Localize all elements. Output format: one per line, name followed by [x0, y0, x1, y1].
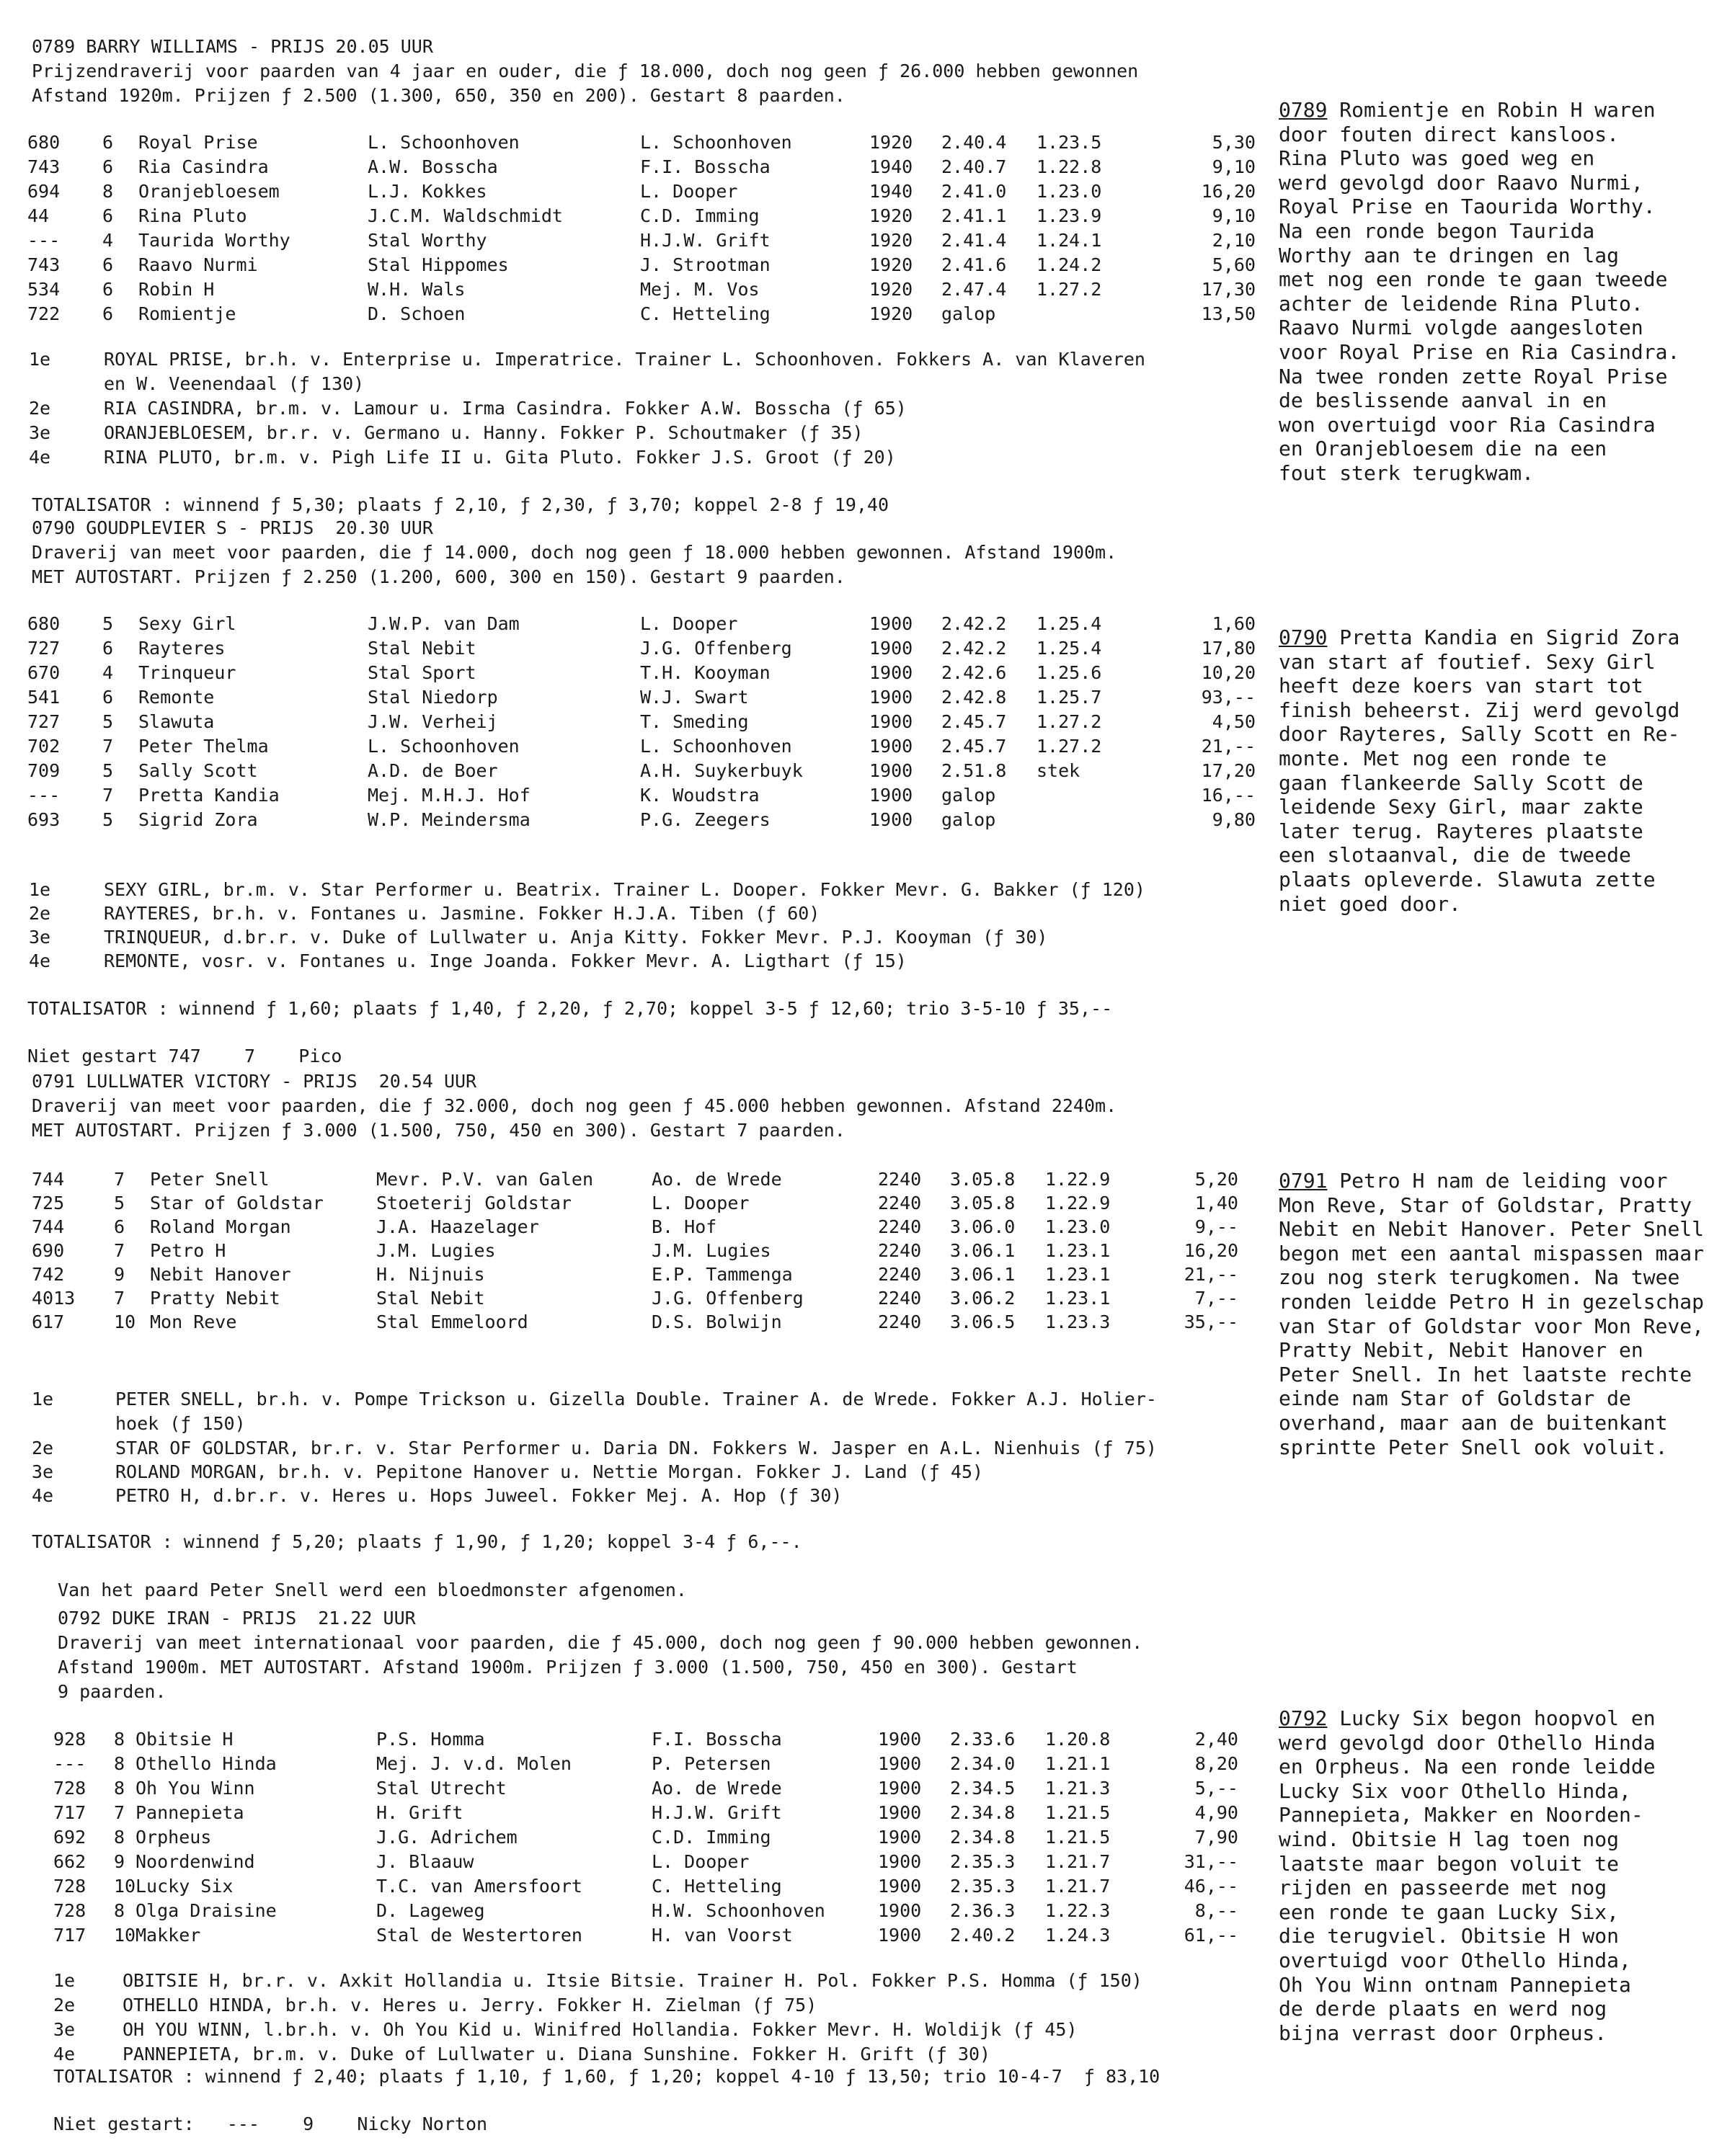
race-conditions: Draverij van meet internationaal voor paarden, die ƒ 45.000, doch nog geen ƒ 90.000 hebben gewonnen. [58, 1632, 1143, 1653]
race-title: 0790 GOUDPLEVIER S - PRIJS 20.30 UUR [32, 517, 433, 538]
placing-line: 3e OH YOU WINN, l.br.h. v. Oh You Kid u. Winifred Hollandia. Fokker Mevr. H. Woldijk (ƒ 45) [53, 2019, 1078, 2040]
race-conditions: MET AUTOSTART. Prijzen ƒ 3.000 (1.500, 750, 450 en 300). Gestart 7 paarden. [32, 1120, 845, 1141]
not-started-line: Niet gestart 747 7 Pico [27, 1046, 342, 1066]
runner-row: 680 6 Royal Prise L. Schoonhoven L. Schoonhoven 1920 2.40.4 1.23.5 5,30 [27, 132, 1256, 153]
runner-row: 728 8 Olga Draisine D. Lageweg H.W. Schoonhoven 1900 2.36.3 1.22.3 8,-- [53, 1900, 1238, 1921]
placing-line: 4e REMONTE, vosr. v. Fontanes u. Inge Joanda. Fokker Mevr. A. Ligthart (ƒ 15) [29, 950, 907, 971]
runner-row: --- 8 Othello Hinda Mej. J. v.d. Molen P. Petersen 1900 2.34.0 1.21.1 8,20 [53, 1753, 1238, 1774]
runner-row: 742 9 Nebit Hanover H. Nijnuis E.P. Tammenga 2240 3.06.1 1.23.1 21,-- [32, 1264, 1238, 1285]
race-conditions: Prijzendraverij voor paarden van 4 jaar en ouder, die ƒ 18.000, doch nog geen ƒ 26.000 hebben gewonnen [32, 61, 1139, 81]
totalisator-line: TOTALISATOR : winnend ƒ 1,60; plaats ƒ 1,40, ƒ 2,20, ƒ 2,70; koppel 3-5 ƒ 12,60; trio 3-5-10 ƒ 35,-- [27, 998, 1113, 1019]
placing-line: 1e PETER SNELL, br.h. v. Pompe Trickson u. Gizella Double. Trainer A. de Wrede. Fokker A.J. Holier- hoek (ƒ 150) [32, 1389, 1157, 1434]
totalisator-line: TOTALISATOR : winnend ƒ 2,40; plaats ƒ 1,10, ƒ 1,60, ƒ 1,20; koppel 4-10 ƒ 13,50; trio 10-4-7 ƒ 83,10 [53, 2066, 1160, 2087]
runner-row: 728 10 Lucky Six T.C. van Amersfoort C. Hetteling 1900 2.35.3 1.21.7 46,-- [53, 1876, 1238, 1897]
runner-row: 709 5 Sally Scott A.D. de Boer A.H. Suykerbuyk 1900 2.51.8 stek 17,20 [27, 760, 1256, 781]
runner-row: 534 6 Robin H W.H. Wals Mej. M. Vos 1920 2.47.4 1.27.2 17,30 [27, 279, 1256, 300]
placing-line: 1e OBITSIE H, br.r. v. Axkit Hollandia u. Itsie Bitsie. Trainer H. Pol. Fokker P.S. Homma (ƒ 150) [53, 1970, 1142, 1991]
race-title: 0789 BARRY WILLIAMS - PRIJS 20.05 UUR [32, 36, 433, 57]
runner-row: 670 4 Trinqueur Stal Sport T.H. Kooyman 1900 2.42.6 1.25.6 10,20 [27, 662, 1256, 683]
runner-row: 928 8 Obitsie H P.S. Homma F.I. Bosscha 1900 2.33.6 1.20.8 2,40 [53, 1729, 1238, 1750]
runner-row: 728 8 Oh You Winn Stal Utrecht Ao. de Wrede 1900 2.34.5 1.21.3 5,-- [53, 1778, 1238, 1799]
placing-line: 4e RINA PLUTO, br.m. v. Pigh Life II u. Gita Pluto. Fokker J.S. Groot (ƒ 20) [29, 447, 896, 468]
placing-line: 3e ORANJEBLOESEM, br.r. v. Germano u. Hanny. Fokker P. Schoutmaker (ƒ 35) [29, 422, 864, 443]
runner-row: 617 10 Mon Reve Stal Emmeloord D.S. Bolwijn 2240 3.06.5 1.23.3 35,-- [32, 1311, 1238, 1332]
runner-row: 722 6 Romientje D. Schoen C. Hetteling 1920 galop 13,50 [27, 303, 1256, 324]
runner-row: 4013 7 Pratty Nebit Stal Nebit J.G. Offenberg 2240 3.06.2 1.23.1 7,-- [32, 1288, 1238, 1309]
placing-line: 3e TRINQUEUR, d.br.r. v. Duke of Lullwater u. Anja Kitty. Fokker Mevr. P.J. Kooyman (ƒ 30) [29, 927, 1048, 948]
runner-row: --- 7 Pretta Kandia Mej. M.H.J. Hof K. Woudstra 1900 galop 16,-- [27, 785, 1256, 806]
placing-line: 2e STAR OF GOLDSTAR, br.r. v. Star Performer u. Daria DN. Fokkers W. Jasper en A.L. Nienhuis (ƒ 75) [32, 1438, 1157, 1458]
runner-row: 662 9 Noordenwind J. Blaauw L. Dooper 1900 2.35.3 1.21.7 31,-- [53, 1851, 1238, 1872]
runner-row: 744 6 Roland Morgan J.A. Haazelager B. Hof 2240 3.06.0 1.23.0 9,-- [32, 1216, 1238, 1237]
placing-line: 2e RIA CASINDRA, br.m. v. Lamour u. Irma Casindra. Fokker A.W. Bosscha (ƒ 65) [29, 398, 907, 419]
race-report: 0792 Lucky Six begon hoopvol en werd gevolgd door Othello Hinda en Orpheus. Na een ronde leidde Lucky Six voor Othello Hinda, Pannepieta, Makker en Noorden- wind. Obitsie H lag toen nog laatste maar begon voluit te rijden en passeerde met nog een ronde te gaan Lucky Six, die terugviel. Obitsie H won overtuigd voor Othello Hinda, Oh You Winn ontnam Pannepieta de derde plaats en werd nog bijna verrast door Orpheus. [1279, 1706, 1656, 2045]
runner-row: 690 7 Petro H J.M. Lugies J.M. Lugies 2240 3.06.1 1.23.1 16,20 [32, 1240, 1238, 1261]
totalisator-line: TOTALISATOR : winnend ƒ 5,20; plaats ƒ 1,90, ƒ 1,20; koppel 3-4 ƒ 6,--. [32, 1531, 802, 1552]
placing-line: 4e PETRO H, d.br.r. v. Heres u. Hops Juweel. Fokker Mej. A. Hop (ƒ 30) [32, 1485, 843, 1506]
race-conditions: MET AUTOSTART. Prijzen ƒ 2.250 (1.200, 600, 300 en 150). Gestart 9 paarden. [32, 566, 845, 587]
race-report: 0790 Pretta Kandia en Sigrid Zora van start af foutief. Sexy Girl heeft deze koers van start tot finish beheerst. Zij werd gevolgd door Rayteres, Sally Scott en Re- monte. Met nog een ronde te gaan flankeerde Sally Scott de leidende Sexy Girl, maar zakte later terug. Rayteres plaatste een slotaanval, die de tweede plaats opleverde. Slawuta zette niet goed door. [1279, 625, 1680, 916]
placing-line: 3e ROLAND MORGAN, br.h. v. Pepitone Hanover u. Nettie Morgan. Fokker J. Land (ƒ 45) [32, 1461, 984, 1482]
runner-row: 44 6 Rina Pluto J.C.M. Waldschmidt C.D. Imming 1920 2.41.1 1.23.9 9,10 [27, 205, 1256, 226]
runner-row: 727 6 Rayteres Stal Nebit J.G. Offenberg 1900 2.42.2 1.25.4 17,80 [27, 638, 1256, 659]
totalisator-line: TOTALISATOR : winnend ƒ 5,30; plaats ƒ 2,10, ƒ 2,30, ƒ 3,70; koppel 2-8 ƒ 19,40 [32, 494, 889, 515]
race-report: 0791 Petro H nam de leiding voor Mon Reve, Star of Goldstar, Pratty Nebit en Nebit Hanover. Peter Snell begon met een aantal mispassen maar zou nog sterk terugkomen. Na twee ronden leidde Petro H in gezelschap van Star of Goldstar voor Mon Reve, Pratty Nebit, Nebit Hanover en Peter Snell. In het laatste rechte einde nam Star of Goldstar de overhand, maar aan de buitenkant sprintte Peter Snell ook voluit. [1279, 1169, 1705, 1459]
runner-row: 694 8 Oranjebloesem L.J. Kokkes L. Dooper 1940 2.41.0 1.23.0 16,20 [27, 181, 1256, 202]
runner-row: 717 7 Pannepieta H. Grift H.J.W. Grift 1900 2.34.8 1.21.5 4,90 [53, 1802, 1238, 1823]
not-started-line: Niet gestart: --- 9 Nicky Norton [53, 2113, 488, 2134]
runner-row: 743 6 Ria Casindra A.W. Bosscha F.I. Bosscha 1940 2.40.7 1.22.8 9,10 [27, 156, 1256, 177]
runner-row: --- 4 Taurida Worthy Stal Worthy H.J.W. Grift 1920 2.41.4 1.24.1 2,10 [27, 230, 1256, 251]
race-conditions: Afstand 1920m. Prijzen ƒ 2.500 (1.300, 650, 350 en 200). Gestart 8 paarden. [32, 85, 845, 106]
placing-line: 1e ROYAL PRISE, br.h. v. Enterprise u. Imperatrice. Trainer L. Schoonhoven. Fokkers A. van Klaveren en W. Veenendaal (ƒ 130) [29, 349, 1145, 394]
note-line: Van het paard Peter Snell werd een bloedmonster afgenomen. [58, 1580, 687, 1600]
race-title: 0792 DUKE IRAN - PRIJS 21.22 UUR [58, 1608, 416, 1629]
runner-row: 702 7 Peter Thelma L. Schoonhoven L. Schoonhoven 1900 2.45.7 1.27.2 21,-- [27, 736, 1256, 757]
runner-row: 727 5 Slawuta J.W. Verheij T. Smeding 1900 2.45.7 1.27.2 4,50 [27, 711, 1256, 732]
placing-line: 2e OTHELLO HINDA, br.h. v. Heres u. Jerry. Fokker H. Zielman (ƒ 75) [53, 1995, 817, 2015]
race-title: 0791 LULLWATER VICTORY - PRIJS 20.54 UUR [32, 1071, 477, 1092]
runner-row: 693 5 Sigrid Zora W.P. Meindersma P.G. Zeegers 1900 galop 9,80 [27, 809, 1256, 830]
placing-line: 1e SEXY GIRL, br.m. v. Star Performer u. Beatrix. Trainer L. Dooper. Fokker Mevr. G. Bakker (ƒ 120) [29, 879, 1145, 900]
runner-row: 717 10 Makker Stal de Westertoren H. van Voorst 1900 2.40.2 1.24.3 61,-- [53, 1925, 1238, 1946]
race-conditions: 9 paarden. [58, 1681, 167, 1702]
runner-row: 744 7 Peter Snell Mevr. P.V. van Galen Ao. de Wrede 2240 3.05.8 1.22.9 5,20 [32, 1169, 1238, 1190]
placing-line: 2e RAYTERES, br.h. v. Fontanes u. Jasmine. Fokker H.J.A. Tiben (ƒ 60) [29, 903, 820, 924]
runner-row: 680 5 Sexy Girl J.W.P. van Dam L. Dooper 1900 2.42.2 1.25.4 1,60 [27, 613, 1256, 634]
runner-row: 743 6 Raavo Nurmi Stal Hippomes J. Strootman 1920 2.41.6 1.24.2 5,60 [27, 254, 1256, 275]
runner-row: 725 5 Star of Goldstar Stoeterij Goldstar L. Dooper 2240 3.05.8 1.22.9 1,40 [32, 1193, 1238, 1213]
runner-row: 541 6 Remonte Stal Niedorp W.J. Swart 1900 2.42.8 1.25.7 93,-- [27, 687, 1256, 708]
placing-line: 4e PANNEPIETA, br.m. v. Duke of Lullwater u. Diana Sunshine. Fokker H. Grift (ƒ 30) [53, 2044, 991, 2064]
race-report: 0789 Romientje en Robin H waren door fouten direct kansloos. Rina Pluto was goed weg en werd gevolgd door Raavo Nurmi, Royal Prise en Taourida Worthy. Na een ronde begon Taurida Worthy aan te dringen en lag met nog een ronde te gaan tweede achter de leidende Rina Pluto. Raavo Nurmi volgde aangesloten voor Royal Prise en Ria Casindra. Na twee ronden zette Royal Prise de beslissende aanval in en won overtuigd voor Ria Casindra en Oranjebloesem die na een fout sterk terugkwam. [1279, 98, 1680, 485]
race-conditions: Draverij van meet voor paarden, die ƒ 32.000, doch nog geen ƒ 45.000 hebben gewonnen. Afstand 2240m. [32, 1095, 1117, 1116]
race-conditions: Afstand 1900m. MET AUTOSTART. Afstand 1900m. Prijzen ƒ 3.000 (1.500, 750, 450 en 300). Gestart [58, 1657, 1078, 1678]
race-conditions: Draverij van meet voor paarden, die ƒ 14.000, doch nog geen ƒ 18.000 hebben gewonnen. Afstand 1900m. [32, 542, 1117, 563]
runner-row: 692 8 Orpheus J.G. Adrichem C.D. Imming 1900 2.34.8 1.21.5 7,90 [53, 1827, 1238, 1848]
